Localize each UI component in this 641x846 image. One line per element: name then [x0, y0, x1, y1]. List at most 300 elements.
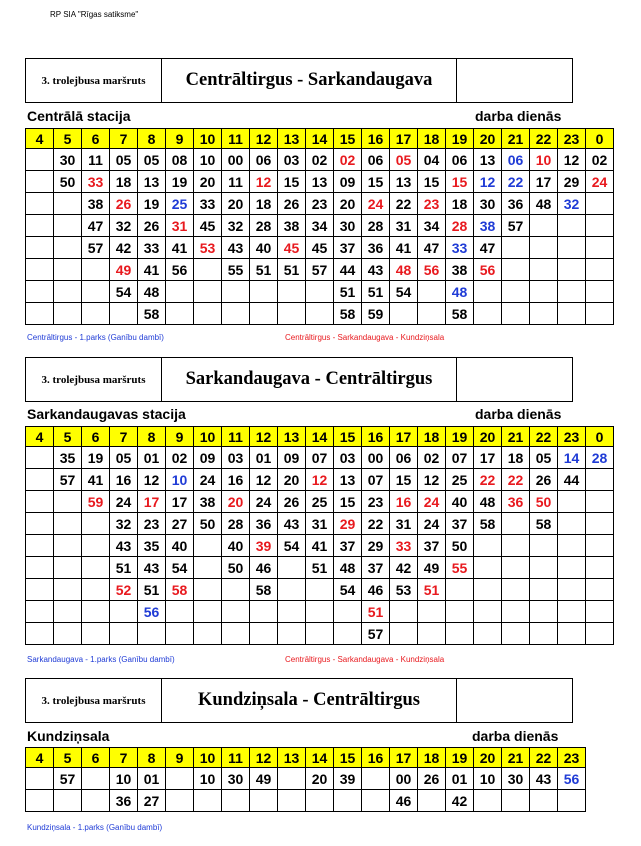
- minute-cell: 18: [250, 193, 278, 215]
- hour-cell: 18: [418, 129, 446, 149]
- minute-cell: 34: [306, 215, 334, 237]
- minute-cell: [418, 790, 446, 812]
- route-label: 3. trolejbusa maršruts: [26, 59, 162, 102]
- hour-cell: 15: [334, 427, 362, 447]
- minute-cell: [166, 790, 194, 812]
- minute-cell: 13: [474, 149, 502, 171]
- minute-cell: 38: [474, 215, 502, 237]
- minute-cell: [194, 557, 222, 579]
- minute-cell: 48: [530, 193, 558, 215]
- minute-cell: [54, 579, 82, 601]
- minute-cell: [306, 281, 334, 303]
- hour-cell: 21: [502, 427, 530, 447]
- title-box: [25, 678, 573, 723]
- minute-cell: 24: [418, 491, 446, 513]
- minute-cell: 40: [222, 535, 250, 557]
- minute-cell: [586, 259, 614, 281]
- hour-cell: 22: [530, 748, 558, 768]
- hour-cell: 0: [586, 129, 614, 149]
- minute-cell: 22: [474, 469, 502, 491]
- minute-cell: 36: [502, 491, 530, 513]
- minute-cell: [26, 513, 54, 535]
- hour-cell: 20: [474, 129, 502, 149]
- minute-cell: [530, 579, 558, 601]
- minute-cell: 54: [166, 557, 194, 579]
- minute-cell: 43: [138, 557, 166, 579]
- minute-cell: [418, 623, 446, 645]
- minute-cell: [54, 259, 82, 281]
- minute-cell: [222, 601, 250, 623]
- blank-cell: [456, 358, 572, 401]
- minute-cell: 24: [110, 491, 138, 513]
- hour-cell: 17: [390, 748, 418, 768]
- minute-cell: 09: [278, 447, 306, 469]
- minute-cell: 20: [194, 171, 222, 193]
- minute-row: [26, 281, 614, 303]
- hour-cell: 8: [138, 129, 166, 149]
- hour-cell: 22: [530, 427, 558, 447]
- minute-cell: 20: [306, 768, 334, 790]
- minute-cell: [446, 579, 474, 601]
- minute-cell: [26, 469, 54, 491]
- minute-cell: 17: [166, 491, 194, 513]
- minute-cell: [586, 579, 614, 601]
- minute-row: [26, 768, 586, 790]
- minute-cell: 40: [250, 237, 278, 259]
- service-days: darba dienās: [475, 108, 562, 124]
- minute-cell: 49: [250, 768, 278, 790]
- minute-cell: [530, 601, 558, 623]
- minute-cell: [586, 281, 614, 303]
- minute-row: [26, 303, 614, 325]
- minute-cell: 58: [138, 303, 166, 325]
- minute-cell: 10: [194, 149, 222, 171]
- minute-cell: [54, 303, 82, 325]
- minute-cell: [54, 215, 82, 237]
- minute-cell: 01: [138, 447, 166, 469]
- minute-cell: 19: [138, 193, 166, 215]
- minute-cell: 44: [334, 259, 362, 281]
- minute-cell: 43: [278, 513, 306, 535]
- minute-cell: [306, 601, 334, 623]
- hour-cell: 5: [54, 129, 82, 149]
- hour-cell: 23: [558, 427, 586, 447]
- minute-cell: [446, 601, 474, 623]
- minute-cell: 33: [390, 535, 418, 557]
- minute-cell: 57: [82, 237, 110, 259]
- hour-cell: 8: [138, 748, 166, 768]
- minute-cell: [26, 601, 54, 623]
- hour-cell: 13: [278, 748, 306, 768]
- minute-cell: [474, 303, 502, 325]
- minute-cell: [110, 601, 138, 623]
- minute-row: [26, 193, 614, 215]
- minute-cell: 11: [82, 149, 110, 171]
- route-label: 3. trolejbusa maršruts: [26, 679, 162, 722]
- minute-cell: 46: [362, 579, 390, 601]
- minute-cell: 25: [446, 469, 474, 491]
- minute-cell: [194, 281, 222, 303]
- minute-cell: [502, 790, 530, 812]
- minute-cell: [54, 193, 82, 215]
- minute-cell: 18: [446, 193, 474, 215]
- minute-cell: 36: [110, 790, 138, 812]
- minute-row: [26, 601, 614, 623]
- minute-cell: [502, 601, 530, 623]
- minute-row: [26, 149, 614, 171]
- hour-cell: 20: [474, 427, 502, 447]
- minute-cell: 57: [54, 469, 82, 491]
- minute-cell: 35: [138, 535, 166, 557]
- hour-cell: 7: [110, 748, 138, 768]
- minute-cell: 40: [446, 491, 474, 513]
- hour-cell: 21: [502, 748, 530, 768]
- minute-cell: 58: [530, 513, 558, 535]
- minute-cell: [250, 281, 278, 303]
- minute-cell: 12: [138, 469, 166, 491]
- minute-cell: 06: [390, 447, 418, 469]
- minute-cell: 53: [390, 579, 418, 601]
- minute-cell: 56: [558, 768, 586, 790]
- footnote-extended-route: Centrāltirgus - Sarkandaugava - Kundziņsala: [285, 333, 445, 342]
- minute-cell: 19: [166, 171, 194, 193]
- minute-cell: [474, 557, 502, 579]
- minute-cell: 51: [278, 259, 306, 281]
- minute-cell: 20: [222, 491, 250, 513]
- minute-cell: [474, 790, 502, 812]
- minute-cell: 54: [110, 281, 138, 303]
- minute-cell: 06: [502, 149, 530, 171]
- minute-cell: [82, 513, 110, 535]
- minute-cell: [502, 535, 530, 557]
- minute-cell: 51: [138, 579, 166, 601]
- minute-cell: [82, 768, 110, 790]
- minute-cell: 05: [138, 149, 166, 171]
- minute-cell: 02: [306, 149, 334, 171]
- minute-cell: 20: [222, 193, 250, 215]
- hour-cell: 19: [446, 129, 474, 149]
- minute-cell: [26, 447, 54, 469]
- minute-cell: 37: [334, 237, 362, 259]
- minute-cell: [334, 623, 362, 645]
- minute-cell: 45: [194, 215, 222, 237]
- minute-cell: 26: [110, 193, 138, 215]
- minute-cell: 23: [306, 193, 334, 215]
- minute-cell: [530, 535, 558, 557]
- minute-cell: [54, 601, 82, 623]
- minute-cell: 37: [362, 557, 390, 579]
- minute-cell: 26: [418, 768, 446, 790]
- minute-cell: [278, 768, 306, 790]
- minute-cell: [530, 281, 558, 303]
- minute-cell: 07: [306, 447, 334, 469]
- minute-cell: 51: [362, 601, 390, 623]
- minute-cell: 13: [334, 469, 362, 491]
- hour-row: [26, 748, 586, 768]
- minute-cell: 59: [362, 303, 390, 325]
- minute-cell: [26, 579, 54, 601]
- minute-cell: 32: [558, 193, 586, 215]
- minute-cell: 55: [446, 557, 474, 579]
- minute-cell: [278, 557, 306, 579]
- minute-cell: 26: [530, 469, 558, 491]
- minute-cell: 28: [222, 513, 250, 535]
- hour-cell: 7: [110, 427, 138, 447]
- minute-cell: [194, 303, 222, 325]
- minute-cell: 24: [194, 469, 222, 491]
- minute-cell: [530, 623, 558, 645]
- hour-cell: 12: [250, 748, 278, 768]
- minute-cell: [446, 623, 474, 645]
- minute-cell: [54, 237, 82, 259]
- minute-cell: [334, 790, 362, 812]
- minute-cell: [586, 469, 614, 491]
- minute-cell: 43: [110, 535, 138, 557]
- minute-row: [26, 623, 614, 645]
- hour-cell: 11: [222, 748, 250, 768]
- minute-cell: 38: [446, 259, 474, 281]
- hour-cell: 9: [166, 129, 194, 149]
- minute-cell: 37: [334, 535, 362, 557]
- minute-cell: 46: [390, 790, 418, 812]
- minute-cell: [26, 149, 54, 171]
- minute-cell: 17: [474, 447, 502, 469]
- minute-cell: 02: [418, 447, 446, 469]
- minute-cell: [26, 215, 54, 237]
- minute-cell: 49: [110, 259, 138, 281]
- minute-cell: 05: [530, 447, 558, 469]
- hour-cell: 9: [166, 427, 194, 447]
- minute-cell: 00: [362, 447, 390, 469]
- minute-cell: 54: [390, 281, 418, 303]
- minute-row: [26, 535, 614, 557]
- minute-cell: [558, 601, 586, 623]
- minute-cell: 11: [222, 171, 250, 193]
- minute-cell: [26, 259, 54, 281]
- minute-cell: [26, 535, 54, 557]
- minute-cell: 57: [362, 623, 390, 645]
- minute-cell: [586, 557, 614, 579]
- minute-cell: 54: [278, 535, 306, 557]
- minute-cell: [222, 790, 250, 812]
- minute-cell: 27: [138, 790, 166, 812]
- footnote-extended-route: Centrāltirgus - Sarkandaugava - Kundziņsala: [285, 655, 445, 664]
- minute-cell: 31: [166, 215, 194, 237]
- minute-cell: 34: [418, 215, 446, 237]
- minute-cell: [278, 579, 306, 601]
- minute-cell: [586, 601, 614, 623]
- minute-cell: [502, 303, 530, 325]
- hour-cell: 4: [26, 129, 54, 149]
- minute-cell: 16: [222, 469, 250, 491]
- minute-cell: 15: [418, 171, 446, 193]
- minute-cell: [82, 601, 110, 623]
- minute-row: [26, 259, 614, 281]
- minute-row: [26, 215, 614, 237]
- minute-cell: [26, 281, 54, 303]
- minute-cell: 24: [362, 193, 390, 215]
- minute-cell: 26: [278, 193, 306, 215]
- minute-cell: [26, 790, 54, 812]
- minute-cell: 20: [334, 193, 362, 215]
- hour-cell: 13: [278, 427, 306, 447]
- hour-cell: 16: [362, 129, 390, 149]
- minute-cell: 51: [362, 281, 390, 303]
- minute-cell: 33: [82, 171, 110, 193]
- hour-cell: 20: [474, 748, 502, 768]
- minute-cell: 12: [250, 171, 278, 193]
- minute-cell: [222, 623, 250, 645]
- minute-cell: 10: [166, 469, 194, 491]
- minute-cell: 31: [390, 513, 418, 535]
- minute-cell: 38: [278, 215, 306, 237]
- hour-cell: 7: [110, 129, 138, 149]
- minute-cell: 56: [138, 601, 166, 623]
- minute-cell: [558, 281, 586, 303]
- minute-cell: 48: [446, 281, 474, 303]
- timetable-grid: [25, 426, 614, 645]
- minute-cell: 12: [250, 469, 278, 491]
- minute-cell: [306, 790, 334, 812]
- minute-cell: [558, 491, 586, 513]
- minute-cell: 17: [138, 491, 166, 513]
- minute-row: [26, 579, 614, 601]
- minute-cell: 47: [82, 215, 110, 237]
- footnote-depot: Centrāltirgus - 1.parks (Ganību dambī): [27, 333, 164, 342]
- hour-cell: 12: [250, 427, 278, 447]
- hour-cell: 14: [306, 748, 334, 768]
- hour-cell: 4: [26, 748, 54, 768]
- minute-cell: [26, 171, 54, 193]
- minute-cell: [306, 579, 334, 601]
- minute-cell: 26: [138, 215, 166, 237]
- minute-cell: [26, 623, 54, 645]
- minute-cell: 24: [586, 171, 614, 193]
- minute-cell: 03: [334, 447, 362, 469]
- minute-cell: 50: [194, 513, 222, 535]
- minute-cell: 43: [222, 237, 250, 259]
- minute-cell: [530, 303, 558, 325]
- minute-cell: 15: [334, 491, 362, 513]
- minute-cell: [26, 491, 54, 513]
- minute-cell: [82, 303, 110, 325]
- minute-cell: [82, 790, 110, 812]
- minute-cell: 28: [250, 215, 278, 237]
- minute-cell: 33: [446, 237, 474, 259]
- minute-cell: 29: [558, 171, 586, 193]
- minute-cell: 08: [166, 149, 194, 171]
- minute-cell: 12: [474, 171, 502, 193]
- hour-cell: 6: [82, 748, 110, 768]
- minute-cell: [82, 623, 110, 645]
- minute-cell: 00: [390, 768, 418, 790]
- hour-cell: 5: [54, 748, 82, 768]
- minute-cell: 48: [474, 491, 502, 513]
- minute-cell: [502, 513, 530, 535]
- minute-cell: [194, 623, 222, 645]
- minute-cell: 16: [390, 491, 418, 513]
- hour-cell: 10: [194, 748, 222, 768]
- minute-cell: [418, 303, 446, 325]
- minute-cell: 03: [222, 447, 250, 469]
- minute-cell: [306, 623, 334, 645]
- hour-cell: 17: [390, 427, 418, 447]
- hour-cell: 19: [446, 427, 474, 447]
- stop-name: Sarkandaugavas stacija: [27, 406, 186, 422]
- minute-cell: 22: [502, 171, 530, 193]
- minute-cell: 19: [82, 447, 110, 469]
- minute-cell: 41: [390, 237, 418, 259]
- minute-cell: [558, 557, 586, 579]
- minute-cell: 28: [446, 215, 474, 237]
- hour-row: [26, 427, 614, 447]
- minute-cell: [82, 281, 110, 303]
- minute-cell: 29: [334, 513, 362, 535]
- minute-cell: 20: [278, 469, 306, 491]
- hour-cell: 16: [362, 427, 390, 447]
- minute-cell: 51: [334, 281, 362, 303]
- minute-cell: [54, 557, 82, 579]
- minute-cell: [54, 535, 82, 557]
- minute-cell: [250, 623, 278, 645]
- minute-cell: 15: [278, 171, 306, 193]
- minute-row: [26, 513, 614, 535]
- minute-cell: 03: [278, 149, 306, 171]
- hour-cell: 11: [222, 129, 250, 149]
- minute-cell: 01: [250, 447, 278, 469]
- service-days: darba dienās: [475, 406, 562, 422]
- minute-cell: [222, 281, 250, 303]
- minute-cell: 25: [166, 193, 194, 215]
- minute-cell: 12: [306, 469, 334, 491]
- minute-cell: [586, 535, 614, 557]
- minute-cell: 48: [390, 259, 418, 281]
- minute-cell: [194, 790, 222, 812]
- hour-cell: 14: [306, 427, 334, 447]
- title-box: [25, 58, 573, 103]
- minute-cell: 51: [250, 259, 278, 281]
- hour-cell: 23: [558, 748, 586, 768]
- minute-cell: 06: [362, 149, 390, 171]
- stop-name: Kundziņsala: [27, 728, 110, 744]
- hour-cell: 23: [558, 129, 586, 149]
- minute-cell: 31: [390, 215, 418, 237]
- minute-cell: [558, 259, 586, 281]
- minute-cell: 50: [54, 171, 82, 193]
- hour-cell: 21: [502, 129, 530, 149]
- minute-cell: [54, 281, 82, 303]
- minute-cell: [586, 237, 614, 259]
- minute-cell: 36: [250, 513, 278, 535]
- hour-cell: 18: [418, 427, 446, 447]
- minute-cell: 50: [222, 557, 250, 579]
- minute-cell: [166, 623, 194, 645]
- minute-cell: [250, 601, 278, 623]
- blank-cell: [456, 679, 572, 722]
- minute-cell: 15: [446, 171, 474, 193]
- minute-cell: 06: [446, 149, 474, 171]
- minute-cell: 28: [362, 215, 390, 237]
- minute-cell: 06: [250, 149, 278, 171]
- minute-cell: [530, 790, 558, 812]
- minute-cell: 45: [278, 237, 306, 259]
- minute-cell: [166, 601, 194, 623]
- minute-cell: [166, 303, 194, 325]
- minute-cell: [194, 601, 222, 623]
- timetable-grid: [25, 128, 614, 325]
- minute-cell: [278, 623, 306, 645]
- minute-cell: 22: [390, 193, 418, 215]
